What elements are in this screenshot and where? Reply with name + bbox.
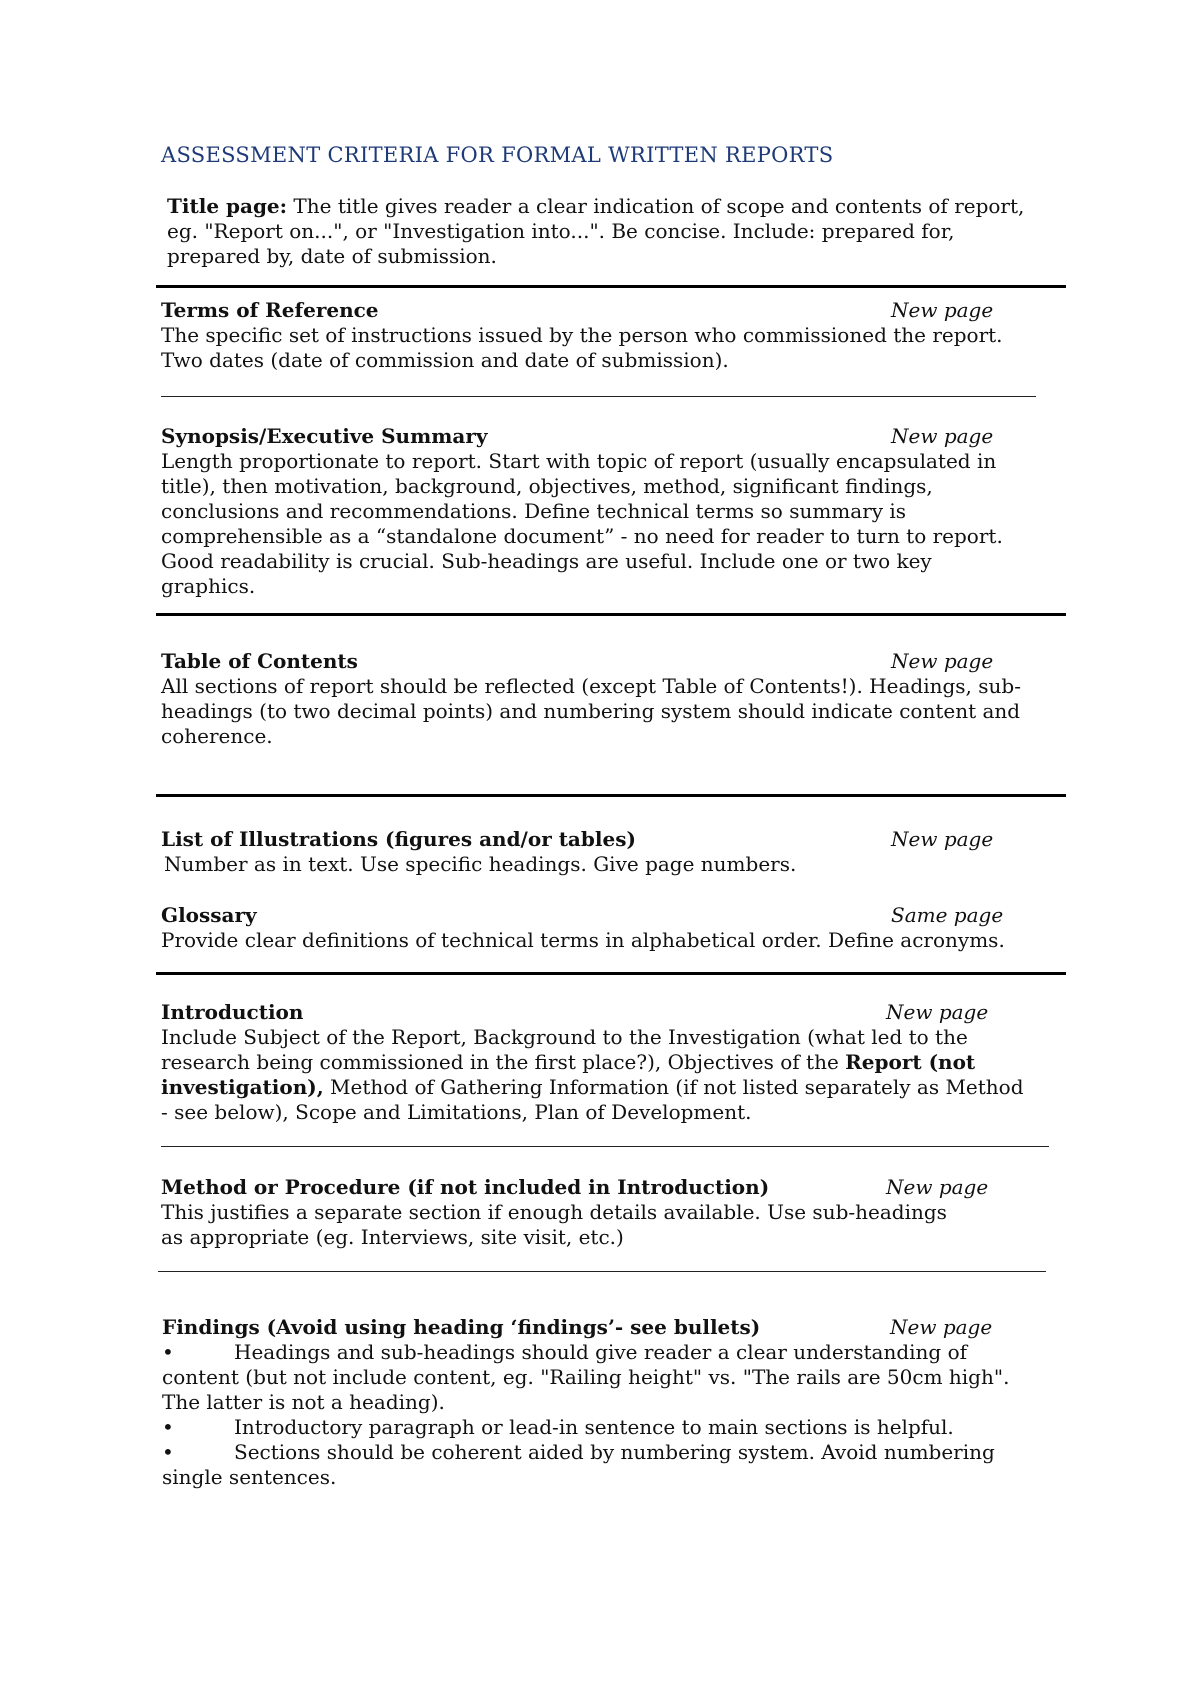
- section-synopsis: [161, 424, 1031, 599]
- section-table-of-contents: [161, 649, 1031, 749]
- page-placement: New page: [891, 649, 994, 673]
- section-heading: Glossary: [161, 903, 257, 927]
- title-page-criteria: [167, 194, 1027, 269]
- bullet-icon: •: [162, 1340, 174, 1364]
- page-placement: New page: [886, 1175, 989, 1199]
- section-text: [161, 1025, 1031, 1125]
- section-glossary: [161, 903, 1031, 953]
- title-page-label: Title page:: [167, 194, 288, 218]
- section-heading: Method or Procedure (if not included in Introduction): [161, 1175, 770, 1199]
- section-heading: Terms of Reference: [161, 298, 379, 322]
- page-placement: New page: [886, 1000, 989, 1024]
- section-heading: Table of Contents: [161, 649, 358, 673]
- section-heading: Findings (Avoid using heading ‘findings’- see bullets): [162, 1315, 761, 1339]
- section-text: Length proportionate to report. Start with topic of report (usually encapsulated in title), then motivation, background, objectives, method, significant findings, conclusions and recommendations. Define technical terms so summary is comprehensible as a “standalone document” - no need for reader to turn to report. Good readability is crucial. Sub-headings are useful. Include one or two key graphics.: [161, 449, 1003, 598]
- bullet-text: Sections should be coherent aided by numbering system. Avoid numbering single sentences.: [162, 1440, 995, 1489]
- bullet-text: Introductory paragraph or lead-in sentence to main sections is helpful.: [234, 1415, 954, 1439]
- section-list-of-illustrations: [161, 827, 1031, 877]
- bullet-text: Headings and sub-headings should give reader a clear understanding of content (but not include content, eg. "Railing height" vs. "The rails are 50cm high". The latter is not a heading).: [162, 1340, 1010, 1414]
- intro-text-start: Include Subject of the Report, Background to the Investigation (what led to the research being commissioned in the first place?), Objectives of the: [161, 1025, 968, 1074]
- intro-text-bold: Report (not investigation),: [161, 1050, 976, 1099]
- section-text: This justifies a separate section if enough details available. Use sub-headings as appropriate (eg. Interviews, site visit, etc.): [161, 1200, 947, 1249]
- list-item: [162, 1440, 1037, 1490]
- bullet-icon: •: [162, 1440, 174, 1464]
- section-divider: [156, 794, 1066, 797]
- section-findings: [162, 1315, 1037, 1490]
- section-heading: Synopsis/Executive Summary: [161, 424, 488, 448]
- section-text: Provide clear definitions of technical terms in alphabetical order. Define acronyms.: [161, 928, 1005, 952]
- bullet-icon: •: [162, 1415, 174, 1439]
- section-terms-of-reference: [161, 298, 1031, 373]
- document-title: ASSESSMENT CRITERIA FOR FORMAL WRITTEN REPORTS: [161, 143, 834, 167]
- section-divider: [156, 285, 1066, 288]
- page-placement: New page: [891, 424, 994, 448]
- list-item: [162, 1415, 1037, 1440]
- section-heading: Introduction: [161, 1000, 304, 1024]
- section-heading: List of Illustrations (figures and/or tables): [161, 827, 636, 851]
- section-text: The specific set of instructions issued by the person who commissioned the report. Two dates (date of commission and date of submission).: [161, 323, 1003, 372]
- section-introduction: [161, 1000, 1031, 1125]
- findings-bullet-list: [162, 1340, 1037, 1490]
- section-divider: [158, 1271, 1046, 1272]
- section-method: [161, 1175, 1041, 1250]
- intro-text-end: Method of Gathering Information (if not listed separately as Method - see below), Scope and Limitations, Plan of Development.: [161, 1075, 1024, 1124]
- page-placement: New page: [890, 1315, 993, 1339]
- page-placement: New page: [891, 827, 994, 851]
- title-page-text: The title gives reader a clear indication of scope and contents of report, eg. "Report on...", or "Investigation into...". Be concise. Include: prepared for, prepared by, date of submission.: [167, 194, 1025, 268]
- section-text: All sections of report should be reflected (except Table of Contents!). Headings, sub-headings (to two decimal points) and numbering system should indicate content and coherence.: [161, 674, 1021, 748]
- page-placement: Same page: [891, 903, 1004, 927]
- section-divider: [156, 972, 1066, 975]
- section-text: Number as in text. Use specific headings. Give page numbers.: [164, 852, 797, 876]
- page-placement: New page: [891, 298, 994, 322]
- section-divider: [161, 1146, 1049, 1147]
- list-item: [162, 1340, 1037, 1415]
- section-divider: [161, 396, 1036, 397]
- section-divider: [156, 613, 1066, 616]
